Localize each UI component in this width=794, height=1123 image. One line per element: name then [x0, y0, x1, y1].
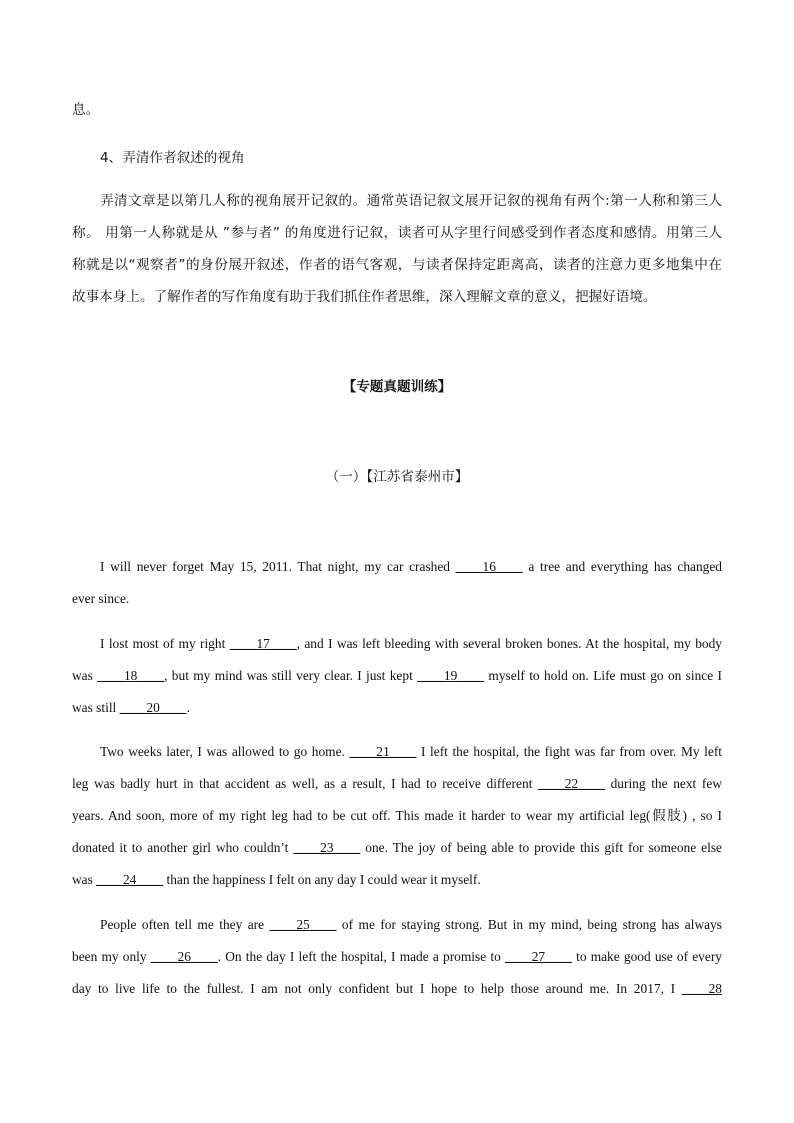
passage-text: I left the hospital, the fight was far from over. My left	[416, 744, 722, 759]
passage-text: Two weeks later, I was allowed to go home.	[100, 744, 350, 759]
passage-text: was still	[72, 700, 120, 715]
passage-text: donated it to another girl who couldn’t	[72, 840, 294, 855]
passage-text: I lost most of my right	[100, 636, 230, 651]
passage-line	[100, 742, 722, 762]
passage-text: .	[186, 700, 190, 715]
blank-19[interactable]: ____19____	[417, 668, 485, 683]
passage-line	[72, 838, 722, 858]
passage-text: of me for staying strong. But in my mind, being strong has always	[336, 917, 722, 932]
intro-line-4: 故事本身上。了解作者的写作角度有助于我们抓住作者思维，深入理解文章的意义，把握好语境。	[72, 289, 657, 305]
passage-line	[72, 870, 722, 890]
passage-text: was	[72, 668, 98, 683]
blank-17[interactable]: ____17____	[229, 636, 297, 651]
passage-text: leg was badly hurt in that accident as well, as a result, I had to receive different	[72, 776, 539, 791]
subsection-title: （一）【江苏省泰州市】	[325, 469, 469, 485]
passage-line	[72, 947, 722, 967]
passage-line: ever since.	[72, 591, 130, 606]
intro-tail: 息。	[72, 102, 100, 118]
passage-line	[72, 666, 722, 686]
passage-line	[72, 698, 722, 718]
passage-text: than the happiness I felt on any day I could wear it myself.	[163, 872, 481, 887]
blank-20[interactable]: ____20____	[119, 700, 187, 715]
passage-text: myself to hold on. Life must go on since I	[484, 668, 722, 683]
blank-21[interactable]: ____21____	[349, 744, 417, 759]
section-title: 【专题真题训练】	[342, 379, 452, 395]
blank-27[interactable]: ____27____	[504, 949, 572, 964]
intro-line-2: 称。 用第一人称就是从 ”参与者” 的角度进行记叙，读者可从字里行间感受到作者态度和感情。用第三人	[72, 225, 722, 241]
blank-26[interactable]: ____26____	[150, 949, 218, 964]
passage-text: been my only	[72, 949, 151, 964]
passage-text: I will never forget May 15, 2011. That night, my car crashed	[100, 559, 456, 574]
passage-line	[100, 634, 722, 654]
blank-28[interactable]: ____28	[681, 981, 722, 996]
blank-18[interactable]: ____18____	[97, 668, 165, 683]
passage-text: People often tell me they are	[100, 917, 270, 932]
passage-text: day to live life to the fullest. I am not only confident but I hope to help those around me. In 2017, I	[72, 981, 682, 996]
blank-23[interactable]: ____23____	[293, 840, 361, 855]
passage-text: a tree and everything has changed	[522, 559, 722, 574]
passage-line: years. And soon, more of my right leg had to be cut off. This made it harder to wear my artificial leg(假肢) , so I	[72, 808, 722, 823]
intro-line-3: 称就是以“观察者”的身份展开叙述，作者的语气客观，与读者保持定距离高，读者的注意力更多地集中在	[72, 257, 722, 273]
passage-line	[100, 915, 722, 935]
passage-text: during the next few	[604, 776, 722, 791]
intro-heading: 4、弄清作者叙述的视角	[100, 150, 245, 166]
blank-25[interactable]: ____25____	[269, 917, 337, 932]
passage-line	[100, 557, 722, 577]
passage-text: , and I was left bleeding with several broken bones. At the hospital, my body	[296, 636, 722, 651]
blank-22[interactable]: ____22____	[538, 776, 605, 791]
passage-line	[72, 774, 722, 794]
passage-text: . On the day I left the hospital, I made a promise to	[217, 949, 505, 964]
passage-text: , but my mind was still very clear. I just kept	[164, 668, 418, 683]
passage-text: to make good use of every	[571, 949, 722, 964]
blank-16[interactable]: ____16____	[455, 559, 523, 574]
intro-line-1: 弄清文章是以第几人称的视角展开记叙的。通常英语记叙文展开记叙的视角有两个:第一人称和第三人	[100, 193, 722, 209]
passage-line	[72, 979, 722, 999]
passage-text: one. The joy of being able to provide this gift for someone else	[360, 840, 722, 855]
passage-text: was	[72, 872, 97, 887]
blank-24[interactable]: ____24____	[96, 872, 164, 887]
